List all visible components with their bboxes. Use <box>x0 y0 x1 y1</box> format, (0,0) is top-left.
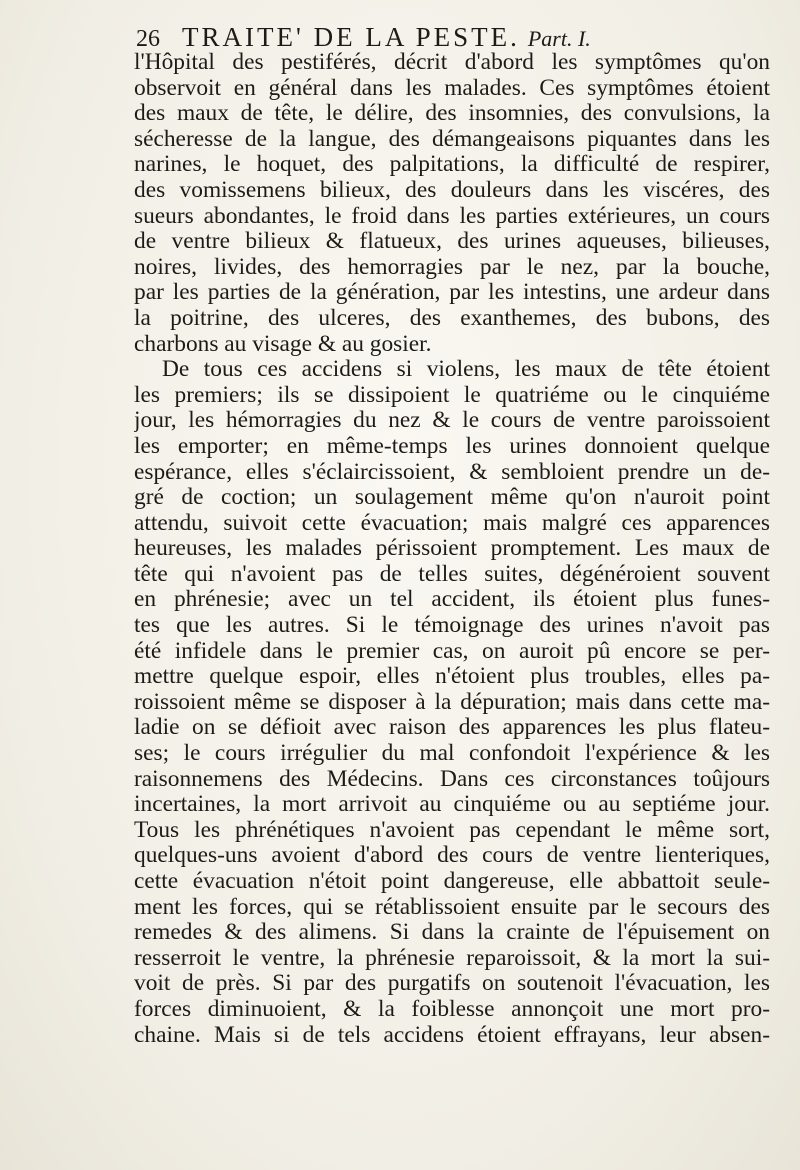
text-line: les premiers; ils se dissipoient le quatriéme ou le cinquiéme <box>134 382 770 408</box>
text-line: été infidele dans le premier cas, on auroit pû encore se per- <box>134 638 770 664</box>
body-text <box>134 50 770 1048</box>
text-line: ses; le cours irrégulier du mal confondoit l'expérience & les <box>134 741 770 767</box>
text-line: ladie on se défioit avec raison des apparences les plus flateu- <box>134 715 770 741</box>
text-line: jour, les hémorragies du nez & le cours de ventre paroissoient <box>134 408 770 434</box>
text-line: tête qui n'avoient pas de telles suites, dégénéroient souvent <box>134 561 770 587</box>
text-line: quelques-uns avoient d'abord des cours de ventre lienteriques, <box>134 843 770 869</box>
text-line: chaine. Mais si de tels accidens étoient effrayans, leur absen- <box>134 1022 770 1048</box>
text-line: des vomissemens bilieux, des douleurs dans les viscéres, des <box>134 177 770 203</box>
text-line: ment les forces, qui se rétablissoient ensuite par le secours des <box>134 894 770 920</box>
text-line: resserroit le ventre, la phrénesie reparoissoit, & la mort la sui- <box>134 945 770 971</box>
text-line: gré de coction; un soulagement même qu'on n'auroit point <box>134 485 770 511</box>
text-line: roissoient même se disposer à la dépuration; mais dans cette ma- <box>134 689 770 715</box>
text-line: en phrénesie; avec un tel accident, ils étoient plus funes- <box>134 587 770 613</box>
text-line: incertaines, la mort arrivoit au cinquiéme ou au septiéme jour. <box>134 792 770 818</box>
text-line: observoit en général dans les malades. Ces symptômes étoient <box>134 75 770 101</box>
page-number: 26 <box>136 26 160 52</box>
text-line: Tous les phrénétiques n'avoient pas cependant le même sort, <box>134 817 770 843</box>
text-line: attendu, suivoit cette évacuation; mais malgré ces apparences <box>134 510 770 536</box>
text-line: la poitrine, des ulceres, des exanthemes, des bubons, des <box>134 305 770 331</box>
text-line: voit de près. Si par des purgatifs on soutenoit l'évacuation, les <box>134 971 770 997</box>
text-line: De tous ces accidens si violens, les maux de tête étoient <box>162 357 770 383</box>
text-line: par les parties de la génération, par les intestins, une ardeur dans <box>134 280 770 306</box>
text-line: l'Hôpital des pestiférés, décrit d'abord les symptômes qu'on <box>134 50 770 75</box>
text-line: des maux de tête, le délire, des insomnies, des convulsions, la <box>134 101 770 127</box>
text-line: sécheresse de la langue, des démangeaisons piquantes dans les <box>134 126 770 152</box>
text-line: les emporter; en même-temps les urines donnoient quelque <box>134 433 770 459</box>
text-line: forces diminuoient, & la foiblesse annonçoit une mort pro- <box>134 996 770 1022</box>
part-label: Part. I. <box>527 26 591 51</box>
text-line: de ventre bilieux & flatueux, des urines aqueuses, bilieuses, <box>134 229 770 255</box>
text-line: noires, livides, des hemorragies par le nez, par la bouche, <box>134 254 770 280</box>
text-line: tes que les autres. Si le témoignage des urines n'avoit pas <box>134 613 770 639</box>
text-line: remedes & des alimens. Si dans la crainte de l'épuisement on <box>134 920 770 946</box>
running-title: TRAITE' DE LA PESTE. <box>182 22 520 52</box>
text-line: cette évacuation n'étoit point dangereuse, elle abbattoit seule- <box>134 869 770 894</box>
text-line: heureuses, les malades périssoient promptement. Les maux de <box>134 536 770 562</box>
text-line: sueurs abondantes, le froid dans les parties extérieures, un cours <box>134 203 770 229</box>
text-line: espérance, elles s'éclaircissoient, & sembloient prendre un de- <box>134 459 770 485</box>
text-line: charbons au visage & au gosier. <box>134 331 432 357</box>
text-line: mettre quelque espoir, elles n'étoient plus troubles, elles pa- <box>134 664 770 690</box>
text-line: narines, le hoquet, des palpitations, la difficulté de respirer, <box>134 152 770 178</box>
text-line: raisonnemens des Médecins. Dans ces circonstances toûjours <box>134 766 770 792</box>
